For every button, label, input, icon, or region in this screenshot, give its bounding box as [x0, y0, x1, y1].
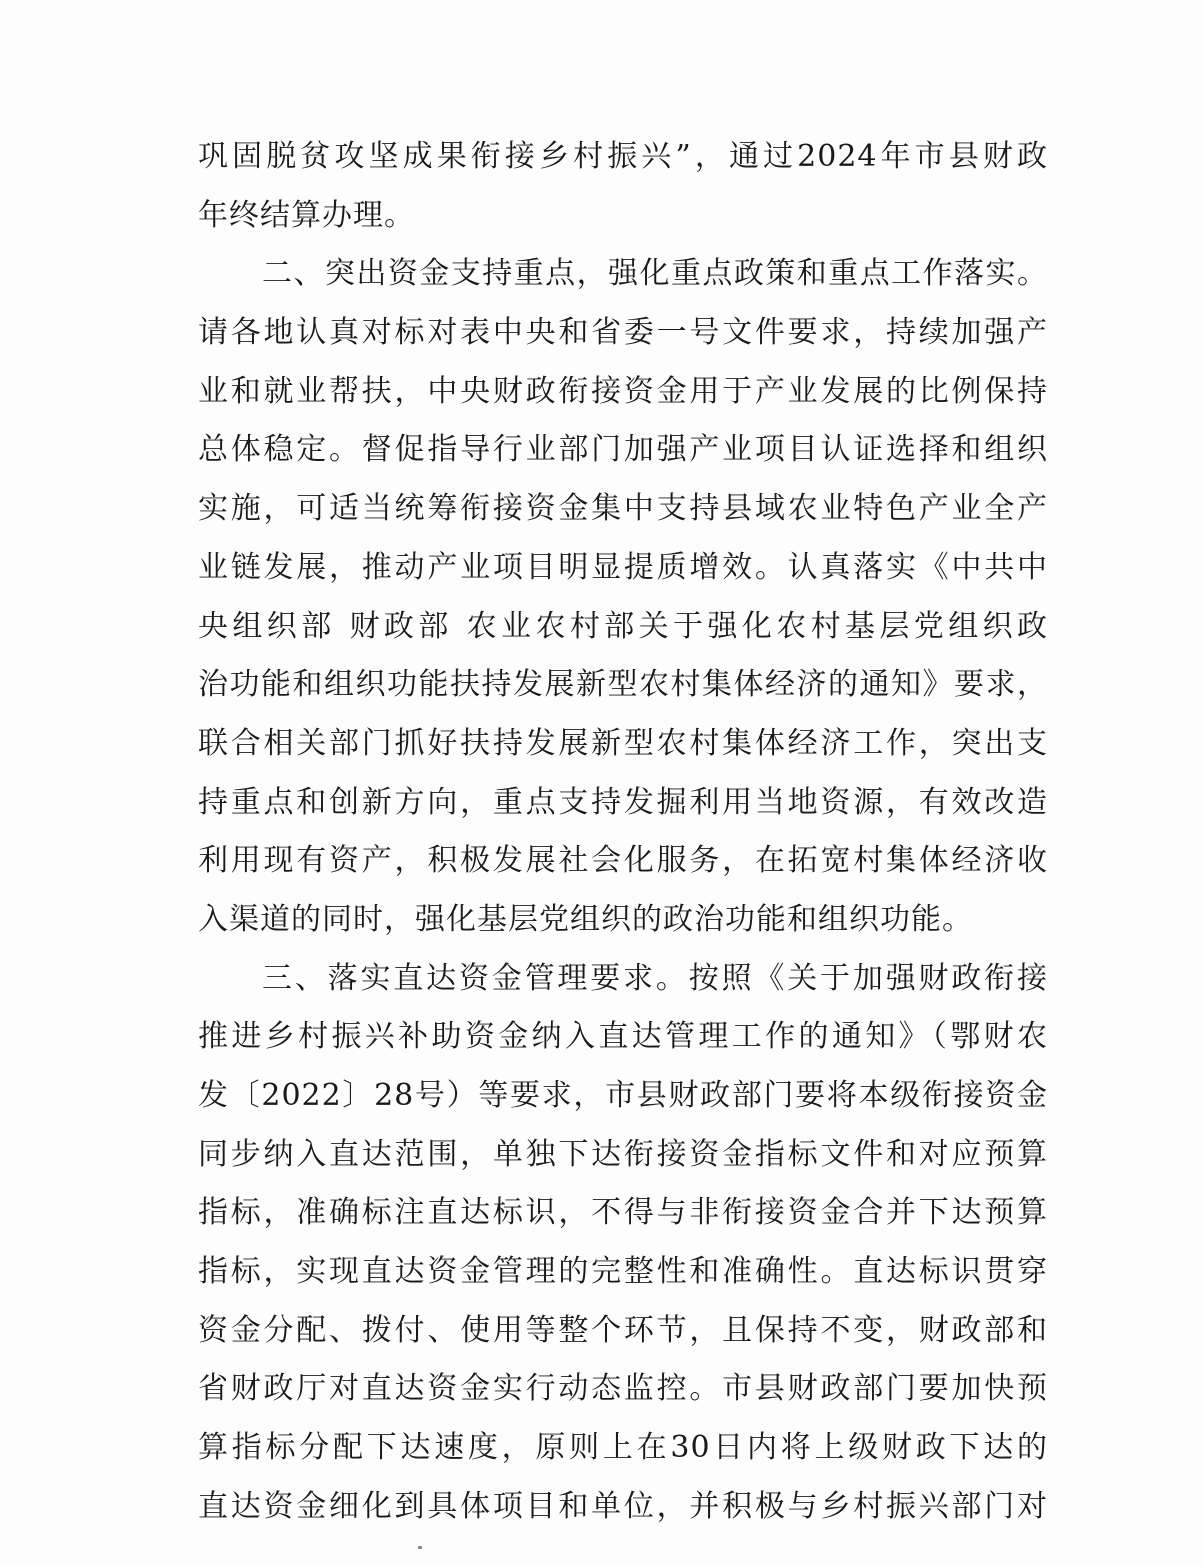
text-line: 入渠道的同时，强化基层党组织的政治功能和组织功能。	[198, 901, 973, 937]
text-line: 省财政厅对直达资金实行动态监控。市县财政部门要加快预	[198, 1371, 1048, 1407]
text-line: 业和就业帮扶，中央财政衔接资金用于产业发展的比例保持	[198, 373, 1048, 409]
text-line: 央组织部 财政部 农业农村部关于强化农村基层党组织政	[198, 608, 1048, 644]
text-line: 持重点和创新方向，重点支持发掘利用当地资源，有效改造	[198, 784, 1048, 820]
section-heading-line: 二、突出资金支持重点，强化重点政策和重点工作落实。	[262, 256, 1048, 292]
text-line: 指标，实现直达资金管理的完整性和准确性。直达标识贯穿	[198, 1254, 1048, 1290]
text-line: 发〔2022〕28号）等要求，市县财政部门要将本级衔接资金	[198, 1078, 1048, 1113]
text-line: 请各地认真对标对表中央和省委一号文件要求，持续加强产	[198, 315, 1048, 351]
text-line: 业链发展，推动产业项目明显提质增效。认真落实《中共中	[198, 549, 1048, 585]
text-line: 直达资金细化到具体项目和单位，并积极与乡村振兴部门对	[198, 1488, 1048, 1524]
text-line: 推进乡村振兴补助资金纳入直达管理工作的通知》（鄂财农	[198, 1019, 1048, 1055]
text-line: 资金分配、拨付、使用等整个环节，且保持不变，财政部和	[198, 1312, 1048, 1348]
text-line: 指标，准确标注直达标识，不得与非衔接资金合并下达预算	[198, 1195, 1048, 1231]
text-line: 年终结算办理。	[198, 197, 415, 233]
text-line: 算指标分配下达速度，原则上在30日内将上级财政下达的	[198, 1430, 1048, 1466]
scan-speck	[418, 1546, 422, 1549]
text-line: 治功能和组织功能扶持发展新型农村集体经济的通知》要求，	[198, 667, 1048, 703]
text-line: 联合相关部门抓好扶持发展新型农村集体经济工作，突出支	[198, 725, 1048, 761]
text-line: 巩固脱贫攻坚成果衔接乡村振兴”，通过2024年市县财政	[198, 139, 1048, 174]
text-line: 实施，可适当统筹衔接资金集中支持县域农业特色产业全产	[198, 491, 1048, 527]
text-line: 总体稳定。督促指导行业部门加强产业项目认证选择和组织	[198, 432, 1048, 468]
section-heading-line: 三、落实直达资金管理要求。按照《关于加强财政衔接	[262, 960, 1048, 996]
text-line: 利用现有资产，积极发展社会化服务，在拓宽村集体经济收	[198, 843, 1048, 879]
document-body	[198, 128, 1048, 1537]
text-line: 同步纳入直达范围，单独下达衔接资金指标文件和对应预算	[198, 1136, 1048, 1172]
